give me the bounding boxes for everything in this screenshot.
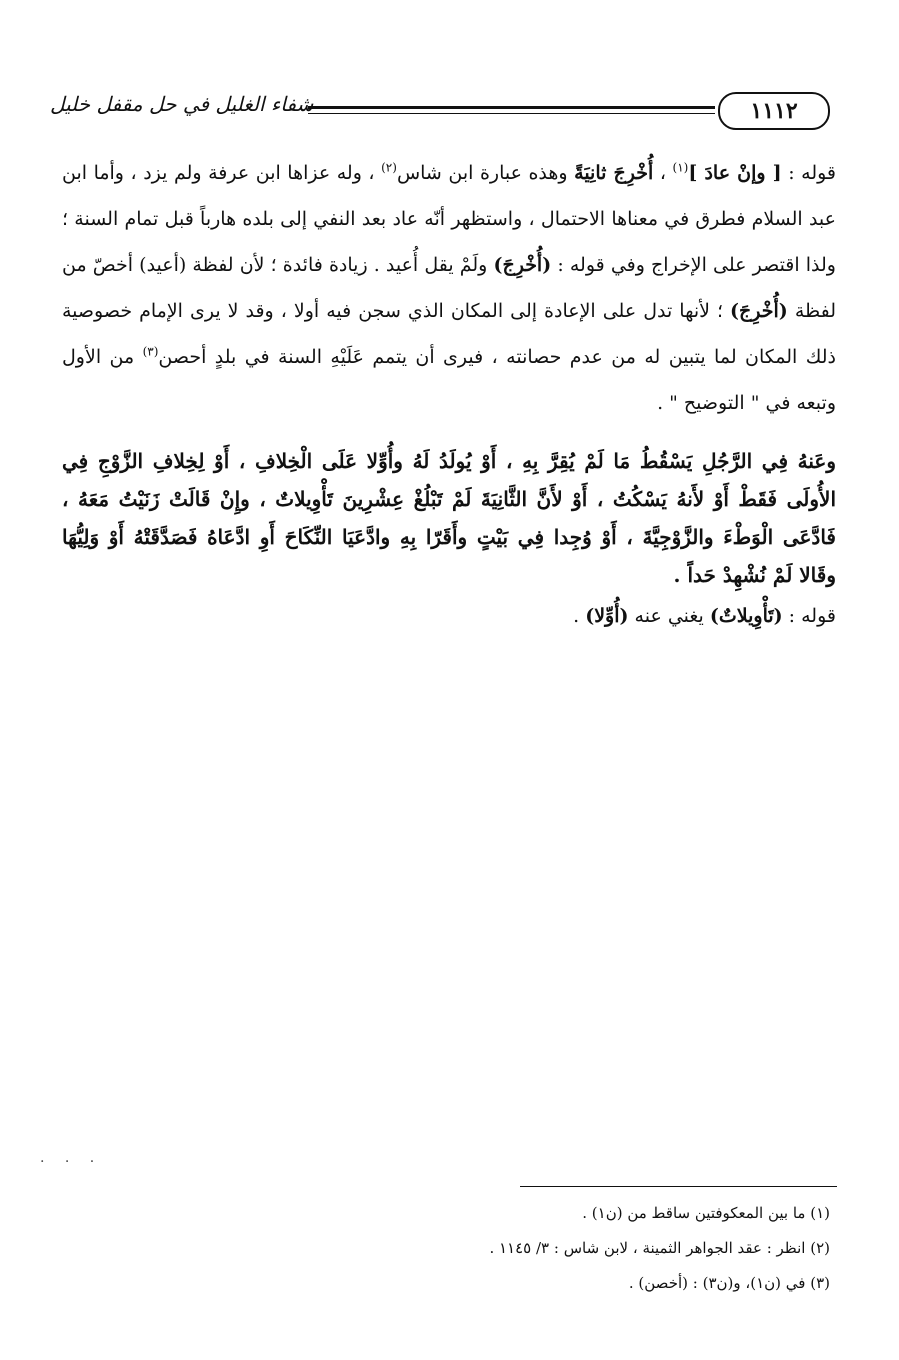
footnotes <box>300 1196 830 1301</box>
text-segment: . <box>573 605 586 627</box>
page-header <box>40 86 830 130</box>
text-segment: وهذه عبارة ابن شاس <box>396 162 575 184</box>
footnote-ref-3: (٣) <box>142 344 159 359</box>
text-segment: ؛ لأنها تدل على الإعادة إلى المكان الذي سجن فيه أولا ، وقد لا يرى الإمام خصوصية ذلك المكان لما يتبين له من عدم حصانته ، فيرى أن يتمم عَلَيْهِ السنة في بلدٍ أحصن <box>62 300 836 368</box>
stray-marks: . . . <box>40 1150 103 1166</box>
footnote-3: (٣) في (ن١)، و(ن٣) : (أخصن) . <box>628 1274 830 1292</box>
text-segment: قوله : <box>781 162 837 184</box>
footnote-ref-1: (١) <box>672 160 689 175</box>
footnote-2: (٢) انظر : عقد الجواهر الثمينة ، لابن شاس : ٣/ ١١٤٥ . <box>489 1239 830 1257</box>
header-rule <box>308 106 715 109</box>
quoted-term: (أُوِّلا) <box>585 605 629 627</box>
commentary-line <box>62 596 836 636</box>
text-segment: من الأول وتبعه في " التوضيح " . <box>62 346 836 414</box>
text-segment: قوله : <box>782 605 836 627</box>
page-number: ١١١٢ <box>718 92 830 130</box>
text-segment: يغني عنه <box>628 605 710 627</box>
running-title: شفاء الغليل في حل مقفل خليل <box>50 92 314 116</box>
quoted-term: (تَأْوِيلاتٌ) <box>709 605 783 627</box>
quoted-term: (أُخْرِجَ) <box>493 254 552 276</box>
text-segment: ، وله عزاها ابن عرفة ولم يزد ، وأما ابن عبد السلام فطرق في معناها الاحتمال ، واستظهر أنّه عاد بعد النفي إلى بلده هارباً قبل تمام السنة ؛ ولذا اقتصر على الإخراج وفي قوله : <box>62 162 837 276</box>
matn-paragraph <box>62 442 836 594</box>
footnote-ref-2: (٢) <box>381 160 397 175</box>
matn-text: وعَنهُ فِي الرَّجُلِ يَسْقُطُ مَا لَمْ يُقِرَّ بِهِ ، أَوْ يُولَدُ لَهُ وأُوِّلا عَلَى الْخِلافِ ، أَوْ لِخِلافِ الزَّوْجِ فِي الأُولَى فَقَطْ أَوْ لأَنهُ يَسْكُتُ ، أَوْ لأَنَّ الثَّانِيَةَ لَمْ تَبْلُغْ عِشْرِينَ تَأْوِيلاتٌ ، وإِنْ قَالَتْ زَنَيْتُ مَعَهُ ، فَادَّعَى الْوَطْءَ والزَّوْجِيَّةَ ، أَوْ وُجِدا فِي بَيْتٍ وأَقَرّا بِهِ وادَّعَيَا النِّكَاحَ أَوِ ادَّعَاهُ فَصَدَّقَتْهُ أَوْ وَلِيُّهَا وقَالا لَمْ نُشْهِدْ حَداً . <box>62 449 836 587</box>
text-segment: ولَمْ يقل أُعيد . زيادة فائدة ؛ لأن لفظة (أعيد) أخصّ من لفظة <box>62 254 837 322</box>
footnote-1: (١) ما بين المعكوفتين ساقط من (ن١) . <box>582 1204 830 1222</box>
quoted-term: (أُخْرِجَ) <box>730 300 788 322</box>
footnote-separator <box>520 1186 837 1187</box>
quoted-term: أُخْرِجَ ثانِيَةً <box>574 162 654 184</box>
commentary-paragraph <box>62 150 836 426</box>
text-segment: ، <box>653 162 673 184</box>
header-rule-thin <box>308 113 715 114</box>
quoted-term: [ وإنْ عادَ ] <box>688 162 782 184</box>
